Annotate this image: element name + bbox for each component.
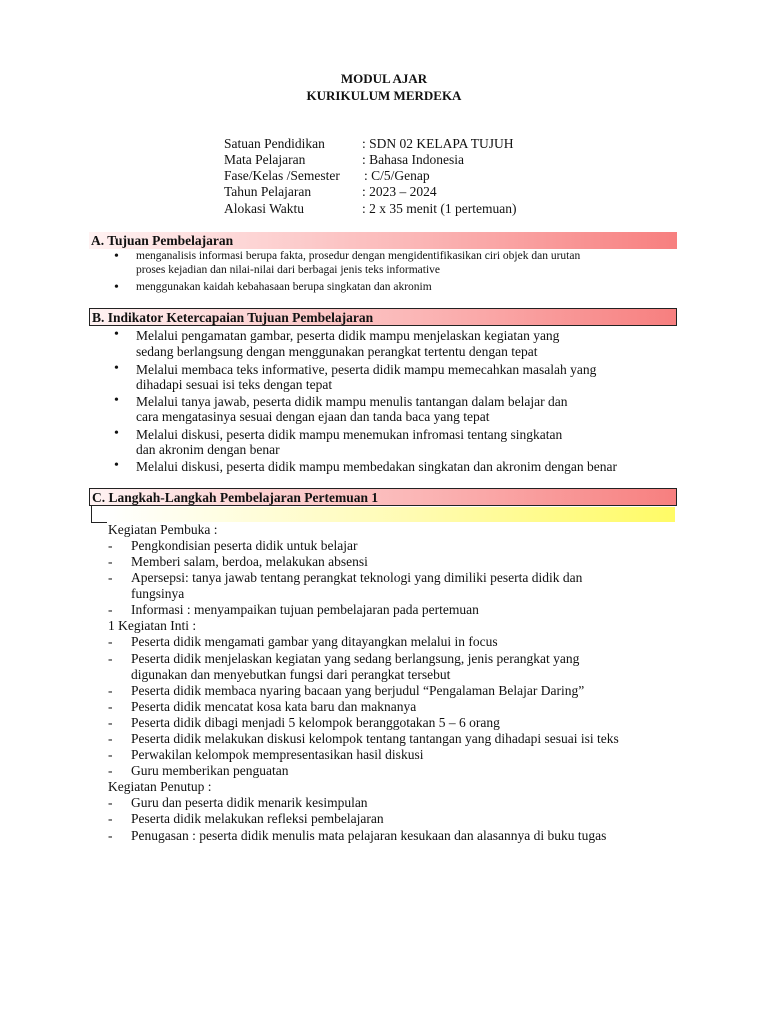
- inti-item: Peserta didik melakukan diskusi kelompok tentang tantangan yang dihadapi sesuai isi teks: [131, 731, 619, 746]
- inti-item: Peserta didik menjelaskan kegiatan yang sedang berlangsung, jenis perangkat yang: [131, 651, 580, 666]
- dash: -: [108, 715, 113, 730]
- indicator-b3-line2: cara mengatasinya sesuai dengan ejaan dan tanda baca yang tepat: [136, 409, 490, 424]
- pembuka-title: Kegiatan Pembuka :: [108, 522, 218, 537]
- penutup-item: Guru dan peserta didik menarik kesimpulan: [131, 795, 368, 810]
- inti-item: Peserta didik mengamati gambar yang ditayangkan melalui in focus: [131, 634, 498, 649]
- inti-item: Guru memberikan penguatan: [131, 763, 289, 778]
- dash: -: [108, 747, 113, 762]
- dash: -: [108, 731, 113, 746]
- dash: -: [108, 795, 113, 810]
- penutup-title: Kegiatan Penutup :: [108, 779, 212, 794]
- bullet-icon: •: [114, 458, 119, 473]
- satuan-label: Satuan Pendidikan: [224, 136, 325, 151]
- pembuka-item: Informasi : menyampaikan tujuan pembelajaran pada pertemuan: [131, 602, 479, 617]
- inti-item: Peserta didik dibagi menjadi 5 kelompok beranggotakan 5 – 6 orang: [131, 715, 500, 730]
- inti-item: digunakan dan menyebutkan fungsi dari perangkat tersebut: [131, 667, 451, 682]
- indicator-b2-line2: dihadapi sesuai isi teks dengan tepat: [136, 377, 333, 392]
- penutup-item: Peserta didik melakukan refleksi pembelajaran: [131, 811, 384, 826]
- dash: -: [108, 699, 113, 714]
- objective-a1-line2: proses kejadian dan nilai-nilai dari berbagai jenis teks informative: [136, 264, 441, 276]
- dash: -: [108, 554, 113, 569]
- dash: -: [108, 634, 113, 649]
- indicator-b4-line1: Melalui diskusi, peserta didik mampu menemukan infromasi tentang singkatan: [136, 427, 563, 442]
- bullet-icon: •: [114, 327, 119, 342]
- corner-line: [91, 522, 107, 523]
- indicator-b5-line1: Melalui diskusi, peserta didik mampu membedakan singkatan dan akronim dengan benar: [136, 459, 617, 474]
- pembuka-item: Memberi salam, berdoa, melakukan absensi: [131, 554, 368, 569]
- pembuka-item: fungsinya: [131, 586, 185, 601]
- inti-item: Peserta didik membaca nyaring bacaan yang berjudul “Pengalaman Belajar Daring”: [131, 683, 585, 698]
- section-c-heading: C. Langkah-Langkah Pembelajaran Pertemuan 1: [89, 488, 677, 506]
- alokasi-value: : 2 x 35 menit (1 pertemuan): [362, 201, 517, 216]
- document-title: MODUL AJAR: [340, 71, 428, 86]
- dash: -: [108, 570, 113, 585]
- pembuka-item: Apersepsi: tanya jawab tentang perangkat teknologi yang dimiliki peserta didik dan: [131, 570, 583, 585]
- section-b-heading: B. Indikator Ketercapaian Tujuan Pembelajaran: [89, 308, 677, 326]
- bullet-icon: •: [114, 426, 119, 441]
- dash: -: [108, 602, 113, 617]
- bullet-icon: •: [114, 393, 119, 408]
- section-a-heading: A. Tujuan Pembelajaran: [89, 232, 677, 249]
- document-subtitle: KURIKULUM MERDEKA: [306, 88, 462, 103]
- indicator-b3-line1: Melalui tanya jawab, peserta didik mampu menulis tantangan dalam belajar dan: [136, 394, 568, 409]
- inti-item: Peserta didik mencatat kosa kata baru dan maknanya: [131, 699, 417, 714]
- dash: -: [108, 763, 113, 778]
- satuan-value: : SDN 02 KELAPA TUJUH: [362, 136, 514, 151]
- tahun-label: Tahun Pelajaran: [224, 184, 312, 199]
- objective-a2-line1: menggunakan kaidah kebahasaan berupa singkatan dan akronim: [136, 281, 432, 293]
- penutup-item: Penugasan : peserta didik menulis mata pelajaran kesukaan dan alasannya di buku tugas: [131, 828, 607, 843]
- bullet-icon: •: [114, 280, 119, 295]
- inti-item: Perwakilan kelompok mempresentasikan hasil diskusi: [131, 747, 424, 762]
- alokasi-label: Alokasi Waktu: [224, 201, 305, 216]
- bullet-icon: •: [114, 361, 119, 376]
- mapel-label: Mata Pelajaran: [224, 152, 306, 167]
- indicator-b1-line1: Melalui pengamatan gambar, peserta didik mampu menjelaskan kegiatan yang: [136, 328, 560, 343]
- indicator-b2-line1: Melalui membaca teks informative, peserta didik mampu memecahkan masalah yang: [136, 362, 597, 377]
- pembuka-item: Pengkondisian peserta didik untuk belajar: [131, 538, 358, 553]
- indicator-b1-line2: sedang berlangsung dengan menggunakan perangkat tertentu dengan tepat: [136, 344, 538, 359]
- inti-title: 1 Kegiatan Inti :: [108, 618, 197, 633]
- bullet-icon: •: [114, 249, 119, 264]
- dash: -: [108, 651, 113, 666]
- mapel-value: : Bahasa Indonesia: [362, 152, 464, 167]
- tahun-value: : 2023 – 2024: [362, 184, 437, 199]
- objective-a1-line1: menganalisis informasi berupa fakta, prosedur dengan mengidentifikasikan ciri objek dan urutan: [136, 250, 581, 262]
- dash: -: [108, 828, 113, 843]
- highlight-bar: [108, 507, 675, 522]
- dash: -: [108, 683, 113, 698]
- fase-label: Fase/Kelas /Semester: [224, 168, 340, 183]
- dash: -: [108, 811, 113, 826]
- indicator-b4-line2: dan akronim dengan benar: [136, 442, 280, 457]
- dash: -: [108, 538, 113, 553]
- fase-value: : C/5/Genap: [364, 168, 430, 183]
- corner-line: [91, 505, 92, 523]
